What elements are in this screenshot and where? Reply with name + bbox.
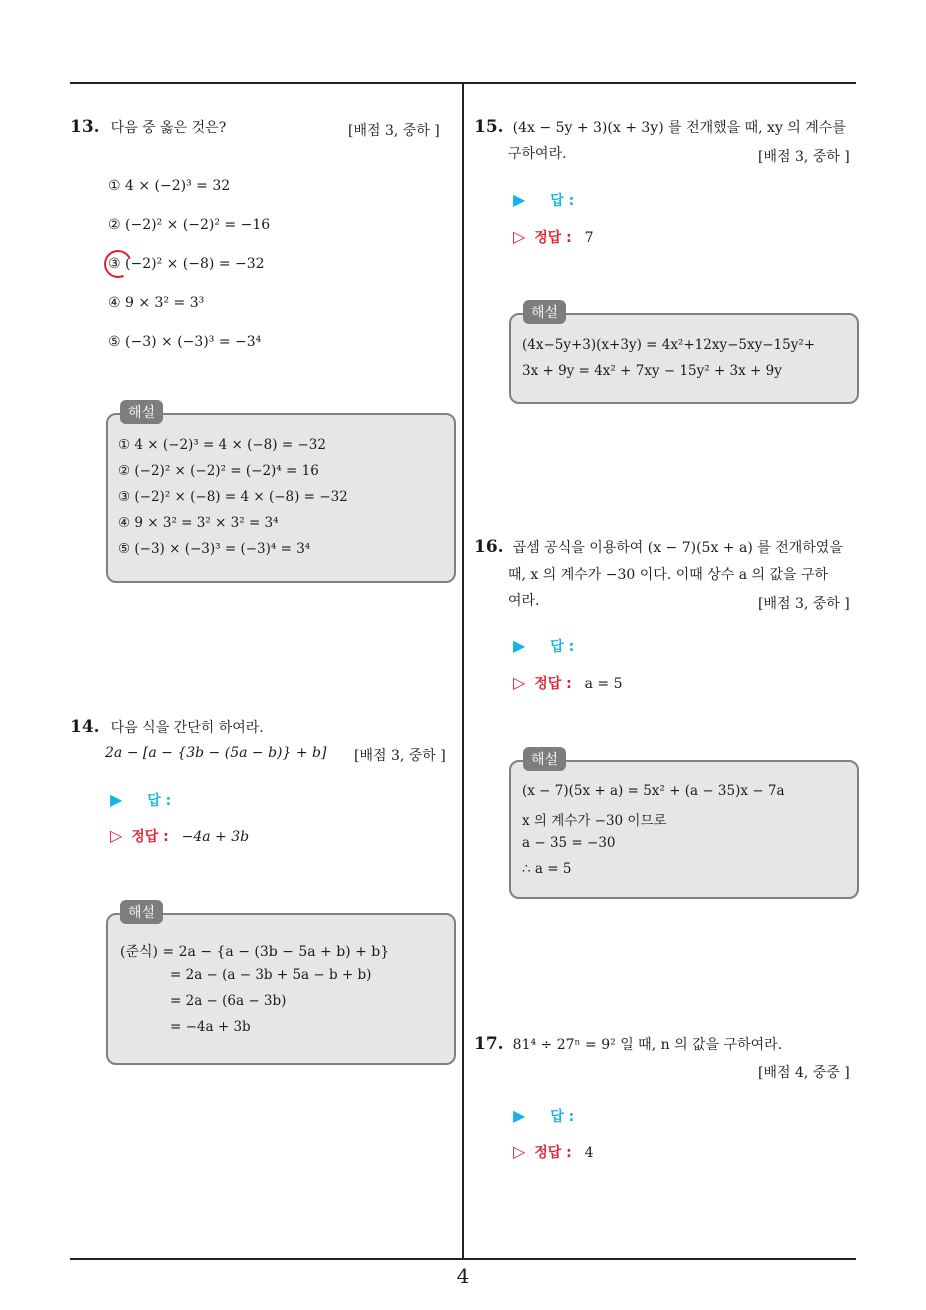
question-text-cont: 여라. bbox=[508, 593, 540, 609]
page-number: 4 bbox=[456, 1264, 470, 1288]
explanation-line: ⑤ (−3) × (−3)³ = (−3)⁴ = 3⁴ bbox=[118, 541, 311, 557]
question-number: 15. bbox=[474, 117, 504, 137]
choice-4[interactable]: ④ 9 × 3² = 3³ bbox=[108, 295, 205, 311]
answer-row bbox=[513, 190, 574, 210]
choice-2[interactable]: ② (−2)² × (−2)² = −16 bbox=[108, 217, 271, 233]
play-icon: ▶ bbox=[513, 190, 526, 209]
play-icon: ▶ bbox=[513, 1106, 526, 1125]
correct-label: 정답 : bbox=[131, 829, 169, 845]
question-14 bbox=[70, 715, 455, 741]
explanation-line: ③ (−2)² × (−8) = 4 × (−8) = −32 bbox=[118, 489, 348, 505]
correct-value: a = 5 bbox=[584, 676, 623, 692]
explanation-line: 3x + 9y = 4x² + 7xy − 15y² + 3x + 9y bbox=[522, 363, 782, 379]
triangle-outline-icon: ▷ bbox=[513, 1142, 526, 1161]
answer-row bbox=[513, 1106, 574, 1126]
question-text: 곱셈 공식을 이용하여 (x − 7)(5x + a) 를 전개하였을 bbox=[512, 540, 843, 556]
correct-label: 정답 : bbox=[534, 230, 572, 246]
score-label: [배점 3, 중하 ] bbox=[758, 596, 850, 612]
explanation-line: (x − 7)(5x + a) = 5x² + (a − 35)x − 7a bbox=[522, 783, 785, 799]
explanation-tag: 해설 bbox=[120, 900, 163, 924]
correct-value: 4 bbox=[584, 1145, 594, 1161]
answer-row bbox=[110, 790, 171, 810]
correct-value: −4a + 3b bbox=[181, 829, 250, 845]
column-divider bbox=[462, 84, 464, 1259]
correct-label: 정답 : bbox=[534, 676, 572, 692]
explanation-line: (4x−5y+3)(x+3y) = 4x²+12xy−5xy−15y²+ bbox=[522, 337, 816, 353]
answer-label: 답 : bbox=[550, 639, 575, 655]
answer-label: 답 : bbox=[550, 193, 575, 209]
question-16 bbox=[474, 535, 864, 561]
answer-label: 답 : bbox=[147, 793, 172, 809]
triangle-outline-icon: ▷ bbox=[513, 227, 526, 246]
choice-3[interactable]: ③ (−2)² × (−8) = −32 bbox=[108, 256, 265, 272]
correct-answer-row bbox=[513, 1142, 594, 1162]
correct-answer-row bbox=[110, 826, 249, 846]
explanation-tag: 해설 bbox=[523, 300, 566, 324]
explanation-line: ② (−2)² × (−2)² = (−2)⁴ = 16 bbox=[118, 463, 319, 479]
correct-label: 정답 : bbox=[534, 1145, 572, 1161]
explanation-line: x 의 계수가 −30 이므로 bbox=[522, 813, 667, 829]
score-label: [배점 3, 중하 ] bbox=[348, 123, 440, 139]
question-expression: 2a − [a − {3b − (5a − b)} + b] bbox=[105, 745, 327, 761]
question-15 bbox=[474, 115, 864, 141]
question-text: 81⁴ ÷ 27ⁿ = 9² 일 때, n 의 값을 구하여라. bbox=[512, 1037, 783, 1053]
explanation-line: ① 4 × (−2)³ = 4 × (−8) = −32 bbox=[118, 437, 326, 453]
question-number: 16. bbox=[474, 537, 504, 557]
score-label: [배점 4, 중중 ] bbox=[758, 1065, 850, 1081]
explanation-line: = 2a − (a − 3b + 5a − b + b) bbox=[170, 967, 372, 983]
explanation-line: ④ 9 × 3² = 3² × 3² = 3⁴ bbox=[118, 515, 279, 531]
question-number: 14. bbox=[70, 717, 100, 737]
explanation-line: a − 35 = −30 bbox=[522, 835, 616, 851]
explanation-tag: 해설 bbox=[523, 747, 566, 771]
question-17 bbox=[474, 1032, 864, 1058]
choice-5[interactable]: ⑤ (−3) × (−3)³ = −3⁴ bbox=[108, 334, 262, 350]
score-label: [배점 3, 중하 ] bbox=[354, 748, 446, 764]
explanation-line: ∴ a = 5 bbox=[522, 861, 572, 877]
explanation-box bbox=[509, 760, 859, 899]
explanation-line: (준식) = 2a − {a − (3b − 5a + b) + b} bbox=[120, 944, 390, 960]
play-icon: ▶ bbox=[110, 790, 123, 809]
question-text: 다음 중 옳은 것은? bbox=[110, 120, 227, 136]
explanation-box bbox=[509, 313, 859, 404]
explanation-box bbox=[106, 913, 456, 1065]
correct-answer-row bbox=[513, 227, 594, 247]
triangle-outline-icon: ▷ bbox=[110, 826, 123, 845]
explanation-line: = −4a + 3b bbox=[170, 1019, 251, 1035]
answer-row bbox=[513, 636, 574, 656]
choice-1[interactable]: ① 4 × (−2)³ = 32 bbox=[108, 178, 231, 194]
question-text: (4x − 5y + 3)(x + 3y) 를 전개했을 때, xy 의 계수를 bbox=[512, 120, 846, 136]
question-number: 13. bbox=[70, 117, 100, 137]
question-text: 다음 식을 간단히 하여라. bbox=[110, 720, 264, 736]
triangle-outline-icon: ▷ bbox=[513, 673, 526, 692]
score-label: [배점 3, 중하 ] bbox=[758, 149, 850, 165]
selected-answer-circle bbox=[100, 246, 136, 282]
question-number: 17. bbox=[474, 1034, 504, 1054]
explanation-tag: 해설 bbox=[120, 400, 163, 424]
question-text-cont: 구하여라. bbox=[508, 146, 567, 162]
correct-answer-row bbox=[513, 673, 622, 693]
answer-label: 답 : bbox=[550, 1109, 575, 1125]
bottom-rule bbox=[70, 1258, 856, 1260]
explanation-line: = 2a − (6a − 3b) bbox=[170, 993, 287, 1009]
play-icon: ▶ bbox=[513, 636, 526, 655]
correct-value: 7 bbox=[584, 230, 594, 246]
question-text-cont: 때, x 의 계수가 −30 이다. 이때 상수 a 의 값을 구하 bbox=[508, 567, 829, 583]
